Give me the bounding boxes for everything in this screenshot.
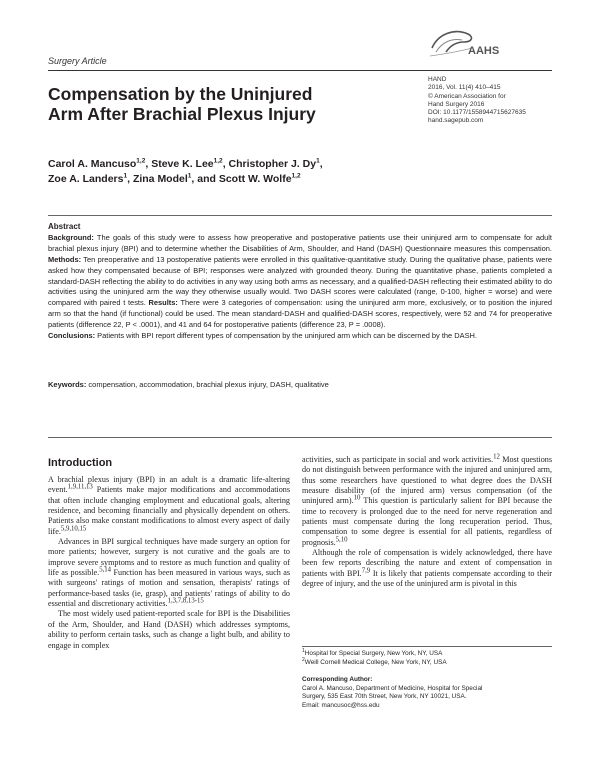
citation: 7,9: [361, 567, 371, 575]
keywords: [48, 380, 552, 389]
keywords-rule: [48, 437, 552, 438]
abstract-conclusions: [48, 331, 552, 342]
affiliation: [302, 656, 552, 668]
affiliation-text: Weill Cornell Medical College, New York, NY, USA: [304, 658, 447, 666]
author-affil: 1: [316, 157, 320, 165]
citation: 12: [493, 453, 500, 461]
abstract-label: Methods:: [48, 254, 82, 264]
affiliation-number: 1: [302, 647, 305, 654]
corresponding-heading: Corresponding Author:: [302, 676, 373, 683]
journal-info-line: Hand Surgery 2016: [428, 100, 485, 108]
affiliations-rule: [302, 646, 552, 647]
paragraph-text: Most questions do not distinguish between performance with the injured and uninjured arm, thus some researchers have questioned to what degree does the DASH measure disability (of the injured arm) versus compensation (of the uninjured arm).: [302, 455, 552, 506]
keywords-text: compensation, accommodation, brachial plexus injury, DASH, qualitative: [86, 380, 329, 389]
paragraph-text: It is likely that patients compensate according to their degree of injury, and the use of the uninjured arm is pivotal in this: [302, 568, 552, 589]
journal-info-line: hand.sagepub.com: [428, 117, 484, 125]
abstract-label: Conclusions:: [48, 331, 96, 341]
abstract-label: Results:: [145, 298, 178, 308]
citation: 5,10: [335, 536, 348, 544]
author-name: Carol A. Mancuso: [48, 158, 137, 170]
author-name: Christopher J. Dy: [228, 158, 317, 170]
keywords-label: Keywords:: [48, 380, 87, 389]
author-sep: ,: [222, 158, 229, 170]
abstract-text: Patients with BPI report different types of compensation by the uninjured arm which can be discerned by the DASH.: [95, 331, 477, 341]
author-sep: , and: [191, 173, 219, 185]
author-name: Scott W. Wolfe: [218, 173, 292, 185]
affiliation-number: 2: [302, 656, 305, 663]
abstract: [48, 222, 552, 342]
paragraph-text: Function has been measured in various ways, such as with surgeons' ratings of motion and sensation, therapists' ratings of performance-based tasks (ie, grasp), and patients' ratings of ability to do essential and discretionary activities.: [48, 568, 290, 609]
paragraph-text: Although the role of compensation is widely acknowledged, there have been few reports describing the nature and extent of compensation in patients with BPI.: [302, 548, 552, 578]
author-name: Steve K. Lee: [151, 158, 214, 170]
paragraph: [48, 475, 290, 537]
corresponding-line: Surgery, 535 East 70th Street, New York, NY 10021, USA.: [302, 693, 467, 700]
paragraph: [302, 548, 552, 589]
author-affil: 1: [187, 172, 192, 180]
paragraph-text: This question is particularly salient for BPI because the time to recovery is prolonged due to the need for nerve regeneration and patients must compensate during the long recuperation period. Thus, compensation to some degree is essential for all patients, regardless of prognosis.: [302, 496, 552, 547]
body-column-left: [48, 475, 290, 651]
corresponding-email: Email: mancusoc@hss.edu: [302, 701, 380, 709]
journal-info-line: DOI: 10.1177/1558944715627635: [428, 109, 526, 117]
abstract-text: Ten preoperative and 13 postoperative patients were enrolled in this qualitative-quantitative study. During the qualitative phase, patients were asked how they compensated because of BPI; responses were analyzed with grounded theory. During the quantitative phase, patients completed a standard-DASH reflecting the ability to do activities in any way using both arms as necessary, and a qualified-DASH reflecting their estimated ability to do activities using the uninjured arm the way they otherwise usually would. Two DASH scores were calculated (range, 0-100, higher = worse) and were compared with paired t tests.: [48, 254, 552, 308]
title-line-2: Arm After Brachial Plexus Injury: [48, 104, 316, 124]
citation: 1,9,11,13: [67, 483, 93, 491]
author-list: [48, 157, 548, 187]
journal-info-line: 2016, Vol. 11(4) 410–415: [428, 84, 501, 92]
abstract-heading: Abstract: [48, 222, 81, 231]
author-name: Zoe A. Landers: [48, 173, 124, 185]
paragraph-text: Advances in BPI surgical techniques have made surgery an option for more patients; however, surgery is not curative and the goals are to improve severe symptoms and to restore as much function and quality of life as possible.: [48, 537, 290, 578]
author-affil: 1,2: [136, 157, 146, 165]
affiliation: [302, 647, 552, 659]
author-name: Zina Model: [132, 173, 188, 185]
title-line-1: Compensation by the Uninjured: [48, 84, 313, 104]
abstract-rule: [48, 215, 552, 216]
hand-logo-icon: [428, 22, 518, 60]
abstract-label: Background:: [48, 232, 94, 242]
citation: 5,14: [99, 566, 112, 574]
citation: 1,3,7,8,13-15: [167, 597, 204, 605]
affiliation-text: Hospital for Special Surgery, New York, NY, USA: [304, 650, 443, 657]
article-type: Surgery Article: [48, 56, 107, 66]
paragraph-text: The most widely used patient-reported scale for BPI is the Disabilities of the Arm, Shoulder, and Hand (DASH) which addresses symptoms, ability to perform certain tasks, such as change a light bulb, and ability to engage in complex: [48, 609, 290, 650]
abstract-text: There were 3 categories of compensation: using the uninjured arm more, exclusively, or to position the injured arm so that the hand (if functional) could be used. The mean standard-DASH and qualified-DASH scores, respectively, were 52 and 74 for preoperative patients (difference 22, P < .0001), and 41 and 64 for postoperative patients (difference 23, P = .0008).: [48, 298, 552, 330]
author-sep: ,: [145, 158, 152, 170]
journal-info-line: HAND: [428, 76, 447, 83]
abstract-text: The goals of this study were to assess how preoperative and postoperative patients use their uninjured arm to compensate for adult brachial plexus injury (BPI) and to determine whether the Disabilities of Arm, Shoulder, and Hand (DASH) Questionnaire measures this compensation.: [48, 232, 552, 253]
author-affil: 1,2: [213, 157, 223, 165]
article-title: [48, 84, 388, 124]
author-sep: ,: [319, 158, 323, 170]
header-rule: [48, 70, 552, 71]
paragraph: [302, 455, 552, 548]
journal-info: [428, 76, 568, 126]
abstract-body: [48, 233, 552, 331]
citation: 5,9,10,15: [60, 525, 87, 532]
aahs-logo: [428, 22, 518, 60]
affiliations: [302, 647, 552, 667]
corresponding-author: [302, 676, 552, 710]
author-affil: 1: [123, 172, 128, 180]
logo-text: AAHS: [468, 45, 500, 57]
paragraph-text: Patients make major modifications and accommodations that often include changing employment and educational goals, altering residence, and becoming financially and physically dependent on others. Patients also make constant modifications to almost every aspect of daily life.: [48, 485, 290, 536]
paragraph: [48, 609, 290, 650]
corresponding-line: Carol A. Mancuso, Department of Medicine, Hospital for Special: [302, 684, 483, 692]
paragraph: [48, 537, 290, 609]
author-affil: 1,2: [291, 172, 301, 180]
body-column-right: [302, 455, 552, 589]
paragraph-text: activities, such as participate in social and work activities.: [302, 455, 494, 464]
section-heading: Introduction: [48, 457, 113, 469]
paragraph-text: A brachial plexus injury (BPI) in an adult is a dramatic life-altering event.: [48, 475, 290, 495]
journal-info-line: © American Association for: [428, 92, 506, 100]
author-sep: ,: [127, 173, 133, 185]
citation: 10: [353, 494, 361, 502]
